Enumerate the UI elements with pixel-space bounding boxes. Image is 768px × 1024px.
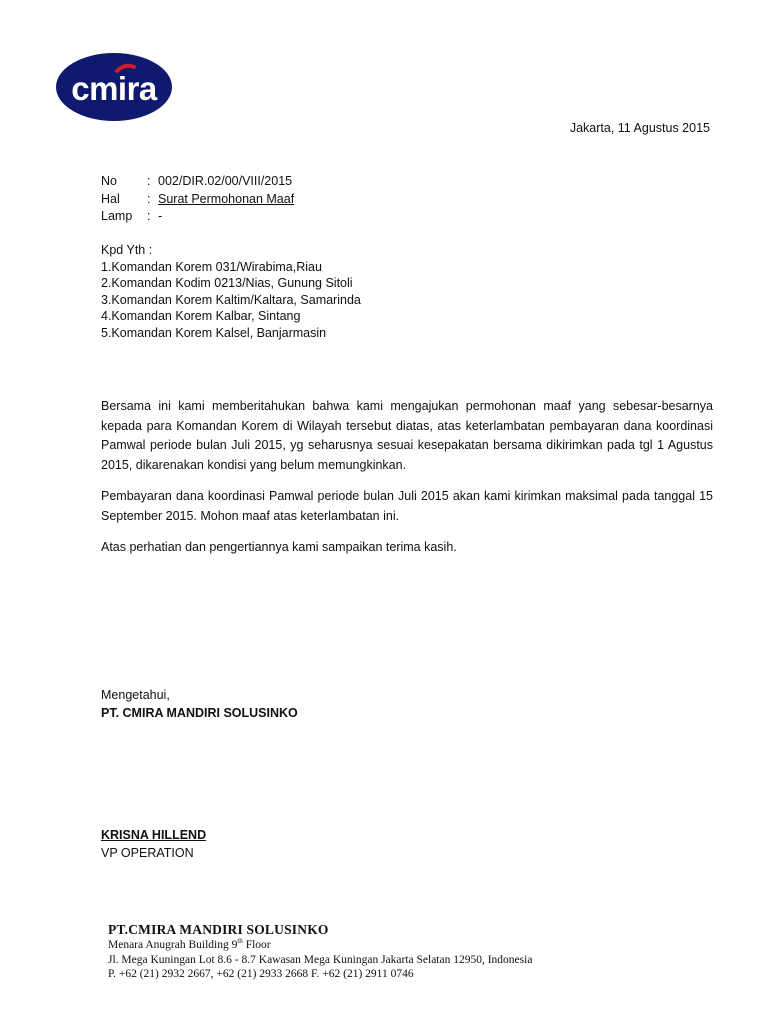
footer-building [108, 938, 532, 953]
letter-meta [101, 173, 294, 226]
meta-value-number: 002/DIR.02/00/VIII/2015 [158, 174, 293, 188]
footer-address: Jl. Mega Kuningan Lot 8.6 - 8.7 Kawasan Mega Kuningan Jakarta Selatan 12950, Indonesia [108, 953, 533, 966]
meta-colon: : [147, 174, 151, 188]
letter-date: Jakarta, 11 Agustus 2015 [569, 121, 710, 135]
signature-block [101, 826, 206, 862]
meta-row-subject [101, 191, 294, 209]
closing-company: PT. CMIRA MANDIRI SOLUSINKO [101, 705, 298, 720]
body-paragraph-1: Bersama ini kami memberitahukan bahwa kami mengajukan permohonan maaf yang sebesar-besarnya kepada para Komandan Korem di Wilayah tersebut diatas, atas keterlambatan pembayaran dana koordinasi Pamwal periode bulan Juli 2015, yg seharusnya sesuai kesepakatan bersama dikirimkan pada tgl 1 Agustus 2015, dikarenakan kondisi yang belum memungkinkan. [101, 399, 713, 472]
meta-value-attachment: - [158, 209, 163, 223]
body-paragraph-3: Atas perhatian dan pengertiannya kami sampaikan terima kasih. [101, 540, 457, 554]
meta-colon: : [147, 191, 151, 206]
meta-label: No [101, 174, 117, 188]
recipient-item: 2.Komandan Kodim 0213/Nias, Gunung Sitoli [101, 276, 353, 290]
body-paragraph-2: Pembayaran dana koordinasi Pamwal periode bulan Juli 2015 akan kami kirimkan maksimal pada tanggal 15 September 2015. Mohon maaf atas keterlambatan ini. [101, 489, 713, 523]
letterhead-footer [108, 921, 532, 982]
closing-block [101, 687, 298, 722]
recipients-block [101, 242, 361, 341]
closing-line: Mengetahui, [101, 688, 170, 702]
recipients-heading: Kpd Yth : [101, 243, 153, 257]
footer-company: PT.CMIRA MANDIRI SOLUSINKO [108, 922, 329, 937]
letter-body [101, 397, 713, 570]
recipient-item: 4.Komandan Korem Kalbar, Sintang [101, 309, 301, 323]
signatory-name: KRISNA HILLEND [101, 828, 207, 842]
meta-label: Lamp [101, 209, 133, 223]
footer-building-name: Menara Anugrah Building 9 [108, 939, 238, 951]
cmira-logo [55, 52, 173, 122]
meta-row-attachment [101, 208, 294, 226]
footer-building-sup: th [237, 937, 243, 946]
logo-text: cmira [71, 70, 157, 107]
meta-colon: : [147, 209, 151, 223]
signatory-title: VP OPERATION [101, 846, 194, 860]
meta-label: Hal [101, 191, 120, 206]
recipient-item: 1.Komandan Korem 031/Wirabima,Riau [101, 259, 322, 274]
recipient-item: 3.Komandan Korem Kaltim/Kaltara, Samarinda [101, 292, 361, 307]
recipient-item: 5.Komandan Korem Kalsel, Banjarmasin [101, 325, 327, 340]
footer-phone: P. +62 (21) 2932 2667, +62 (21) 2933 2668 F. +62 (21) 2911 0746 [108, 968, 414, 980]
footer-building-floor: Floor [242, 939, 271, 951]
meta-row-no [101, 173, 294, 191]
meta-value-subject: Surat Permohonan Maaf [158, 191, 295, 206]
